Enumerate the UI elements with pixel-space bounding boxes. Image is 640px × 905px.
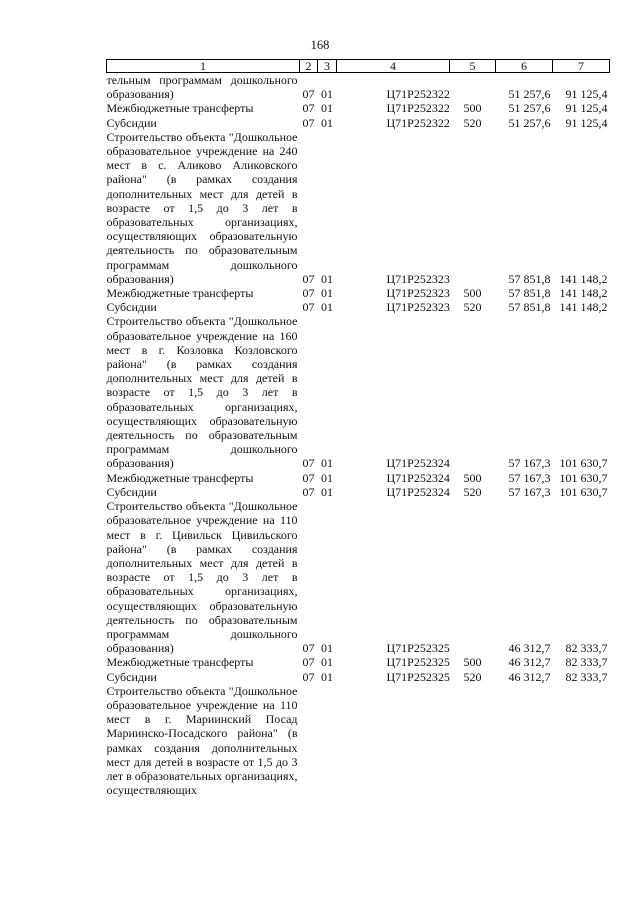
row-target-article: Ц71Р252323 [386, 286, 450, 301]
row-expense-type: 520 [463, 115, 482, 130]
table-row [107, 101, 610, 115]
header-col-1: 1 [107, 60, 300, 73]
row-amount-col7: 91 125,4 [565, 87, 608, 102]
row-name: Строительство объекта "Дошкольное образовательное учреждение на 240 мест в с. Аликово Аликовского района" (в рамках создания дополнительных мест для детей в возрасте от 1,5 до 3 лет в образовательных организациях, осуществляющих образовательную деятельность по образовательным программам дошкольного образования) [106, 129, 298, 286]
row-name: Межбюджетные трансферты [106, 655, 254, 670]
row-amount-col6: 51 257,6 [508, 115, 551, 130]
row-amount-col7: 141 148,2 [559, 300, 608, 315]
row-amount-col6: 46 312,7 [508, 655, 551, 670]
table-header-row [107, 60, 610, 73]
row-section: 07 [302, 101, 315, 116]
header-col-5: 5 [450, 60, 496, 73]
row-amount-col7: 101 630,7 [559, 456, 608, 471]
row-expense-type: 500 [463, 101, 482, 116]
row-target-article: Ц71Р252325 [386, 655, 450, 670]
row-amount-col7: 101 630,7 [559, 484, 608, 499]
table-row [107, 684, 610, 798]
page-number: 168 [310, 38, 330, 52]
row-name: тельным программам дошкольного образования) [106, 73, 298, 102]
table-row [107, 300, 610, 314]
row-target-article: Ц71Р252325 [386, 641, 450, 656]
table-row [107, 670, 610, 684]
row-expense-type: 500 [463, 470, 482, 485]
row-section [300, 684, 318, 798]
row-amount-col6: 57 167,3 [508, 484, 551, 499]
table-row [107, 471, 610, 485]
table-row [107, 314, 610, 470]
row-expense-type [450, 684, 496, 798]
row-subsection: 01 [321, 87, 333, 102]
row-subsection: 01 [321, 456, 333, 471]
row-section: 07 [302, 286, 315, 301]
table-row [107, 116, 610, 130]
row-expense-type [450, 73, 496, 102]
row-expense-type: 520 [463, 669, 482, 684]
row-section: 07 [302, 655, 315, 670]
row-section: 07 [302, 470, 315, 485]
row-amount-col6 [496, 684, 553, 798]
row-amount-col7: 141 148,2 [559, 286, 608, 301]
row-amount-col6: 51 257,6 [508, 101, 551, 116]
row-target-article: Ц71Р252324 [386, 484, 450, 499]
row-amount-col6: 46 312,7 [508, 641, 551, 656]
row-amount-col6: 57 851,8 [508, 286, 551, 301]
row-subsection: 01 [321, 470, 333, 485]
row-name: Субсидии [106, 115, 157, 130]
row-amount-col6: 57 851,8 [508, 300, 551, 315]
row-subsection [318, 684, 337, 798]
budget-table [106, 59, 610, 797]
row-subsection: 01 [321, 115, 333, 130]
row-expense-type [450, 499, 496, 655]
header-col-2: 2 [300, 60, 318, 73]
row-amount-col6: 46 312,7 [508, 669, 551, 684]
row-section: 07 [302, 456, 315, 471]
row-amount-col7: 82 333,7 [565, 669, 608, 684]
table-row [107, 130, 610, 286]
row-section: 07 [302, 115, 315, 130]
row-section: 07 [302, 87, 315, 102]
header-col-4: 4 [337, 60, 450, 73]
row-target-article: Ц71Р252324 [386, 456, 450, 471]
table-row [107, 286, 610, 300]
row-target-article: Ц71Р252325 [386, 669, 450, 684]
row-target-article: Ц71Р252324 [386, 470, 450, 485]
row-name: Строительство объекта "Дошкольное образовательное учреждение на 110 мест в г. Цивильск Цивильского района" (в рамках создания дополнительных мест для детей в возрасте от 1,5 до 3 лет в образовательных организациях, осуществляющих образовательную деятельность по образовательным программам дошкольного образования) [106, 499, 298, 656]
row-subsection: 01 [321, 286, 333, 301]
row-section: 07 [302, 669, 315, 684]
row-expense-type: 500 [463, 286, 482, 301]
row-amount-col7: 91 125,4 [565, 101, 608, 116]
row-subsection: 01 [321, 101, 333, 116]
row-subsection: 01 [321, 669, 333, 684]
table-row [107, 499, 610, 655]
row-target-article [337, 684, 450, 798]
row-amount-col7: 101 630,7 [559, 470, 608, 485]
row-target-article: Ц71Р252322 [386, 87, 450, 102]
header-col-7: 7 [553, 60, 610, 73]
row-amount-col7: 141 148,2 [559, 271, 608, 286]
row-name: Субсидии [106, 669, 157, 684]
row-subsection: 01 [321, 484, 333, 499]
row-name: Межбюджетные трансферты [106, 101, 254, 116]
header-col-6: 6 [496, 60, 553, 73]
row-name: Строительство объекта "Дошкольное образовательное учреждение на 110 мест в г. Мариинский Посад Мариинско-Посадского района" (в рамках создания дополнительных мест для детей в возрасте от 1,5 до 3 лет в образовательных организациях, осуществляющих [106, 683, 298, 798]
table-row [107, 485, 610, 499]
row-name: Строительство объекта "Дошкольное образовательное учреждение на 160 мест в г. Козловка Козловского района" (в рамках создания дополнительных мест для детей в возрасте от 1,5 до 3 лет в образовательных организациях, осуществляющих образовательную деятельность по образовательным программам дошкольного образования) [106, 314, 298, 471]
row-amount-col6: 51 257,6 [508, 87, 551, 102]
row-subsection: 01 [321, 300, 333, 315]
row-subsection: 01 [321, 271, 333, 286]
table-row [107, 73, 610, 102]
row-amount-col7: 91 125,4 [565, 115, 608, 130]
row-target-article: Ц71Р252322 [386, 115, 450, 130]
row-amount-col7: 82 333,7 [565, 641, 608, 656]
table-row [107, 655, 610, 669]
row-target-article: Ц71Р252323 [386, 271, 450, 286]
header-col-3: 3 [318, 60, 337, 73]
table-body [107, 73, 610, 798]
row-name: Межбюджетные трансферты [106, 470, 254, 485]
row-target-article: Ц71Р252323 [386, 300, 450, 315]
row-expense-type [450, 314, 496, 470]
row-amount-col6: 57 851,8 [508, 271, 551, 286]
row-expense-type: 500 [463, 655, 482, 670]
row-section: 07 [302, 271, 315, 286]
row-amount-col7 [553, 684, 610, 798]
row-section: 07 [302, 484, 315, 499]
row-amount-col7: 82 333,7 [565, 655, 608, 670]
row-amount-col6: 57 167,3 [508, 456, 551, 471]
row-name: Субсидии [106, 484, 157, 499]
row-expense-type [450, 130, 496, 286]
row-section: 07 [302, 300, 315, 315]
row-subsection: 01 [321, 655, 333, 670]
row-amount-col6: 57 167,3 [508, 470, 551, 485]
row-expense-type: 520 [463, 484, 482, 499]
row-name: Субсидии [106, 300, 157, 315]
row-expense-type: 520 [463, 300, 482, 315]
row-section: 07 [302, 641, 315, 656]
row-subsection: 01 [321, 641, 333, 656]
row-name: Межбюджетные трансферты [106, 286, 254, 301]
row-target-article: Ц71Р252322 [386, 101, 450, 116]
